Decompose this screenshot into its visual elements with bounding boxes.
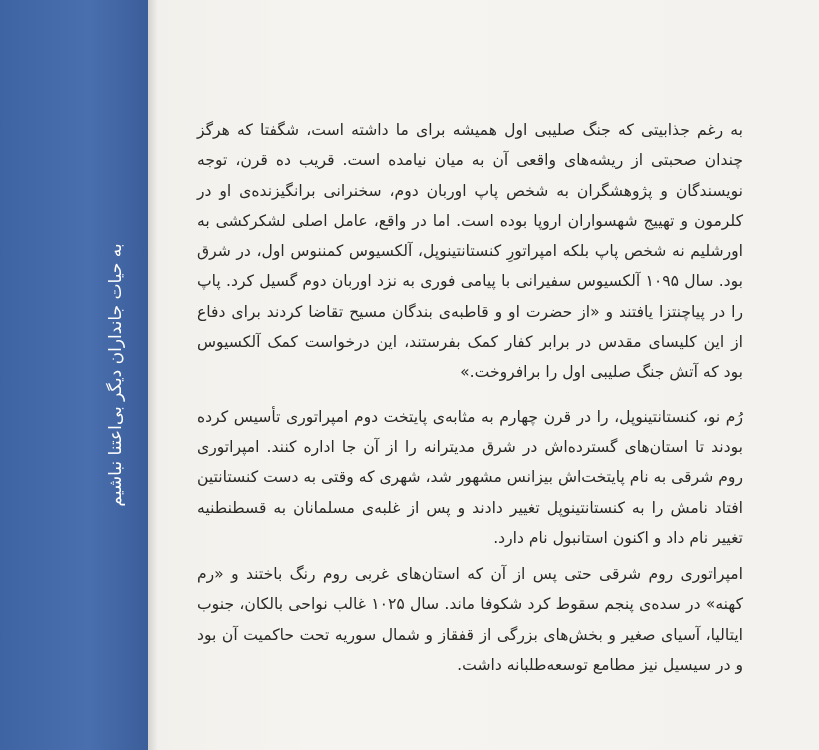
body-text (197, 115, 743, 680)
paragraph-3: امپراتوری روم شرقی حتی پس از آن که استان‌های غربی روم رنگ باختند و «رم کهنه» در سده‌ی پنجم سقوط کرد شکوفا ماند. سال ۱۰۲۵ غالب نواحی بالکان، جنوب ایتالیا، آسیای صغیر و بخش‌های بزرگی از قفقاز و شمال سوریه تحت حاکمیت آن بود و در سیسیل نیز مطامع توسعه‌طلبانه داشت. (197, 565, 743, 675)
spine-title: به حیات جانداران دیگر بی‌اعتنا نباشیم (106, 243, 126, 507)
spine-shadow (148, 0, 158, 750)
paragraph-2: رُم نو، کنستانتینوپل، را در قرن چهارم به مثابه‌ی پایتخت دوم امپراتوری تأسیس کرده بودند تا استان‌های گسترده‌اش در شرق مدیترانه را از آن جا اداره کنند. امپراتوری روم شرقی به نام پایتخت‌اش بیزانس مشهور شد، شهری که وقتی به دست کنستانتین افتاد نامش را به کنستانتینوپل تغییر دادند و پس از غلبه‌ی مسلمانان به قسطنطنیه تغییر نام داد و اکنون استانبول نام دارد. (197, 407, 743, 547)
paragraph-1: به رغم جذابیتی که جنگ صلیبی اول همیشه برای ما داشته است، شگفتا که هرگز چندان صحبتی از ریشه‌های واقعی آن به میان نیامده است. قریب ده قرن، توجه نویسندگان و پژوهشگران به شخص پاپ اوربان دوم، سخنرانی برانگیزنده‌ی او در کلرمون و تهییج شهسواران اروپا بوده است. اما در واقع، عامل اصلی لشکرکشی به اورشلیم نه شخص پاپ بلکه امپراتورِ کنستانتینوپل، آلکسیوس کمننوس اول، در شرق بود. سال ۱۰۹۵ آلکسیوس سفیرانی با پیامی فوری به نزد اوربان دوم گسیل کرد. پاپ را در پیاچنتزا یافتند و «از حضرت او و قاطبه‌ی بندگان مسیح تقاضا کردند برای دفاع از این کلیسای مقدس در برابر کفار کمک بفرستند، این درخواست کمک آلکسیوس بود که آتش جنگ صلیبی اول را برافروخت.» (197, 121, 744, 382)
